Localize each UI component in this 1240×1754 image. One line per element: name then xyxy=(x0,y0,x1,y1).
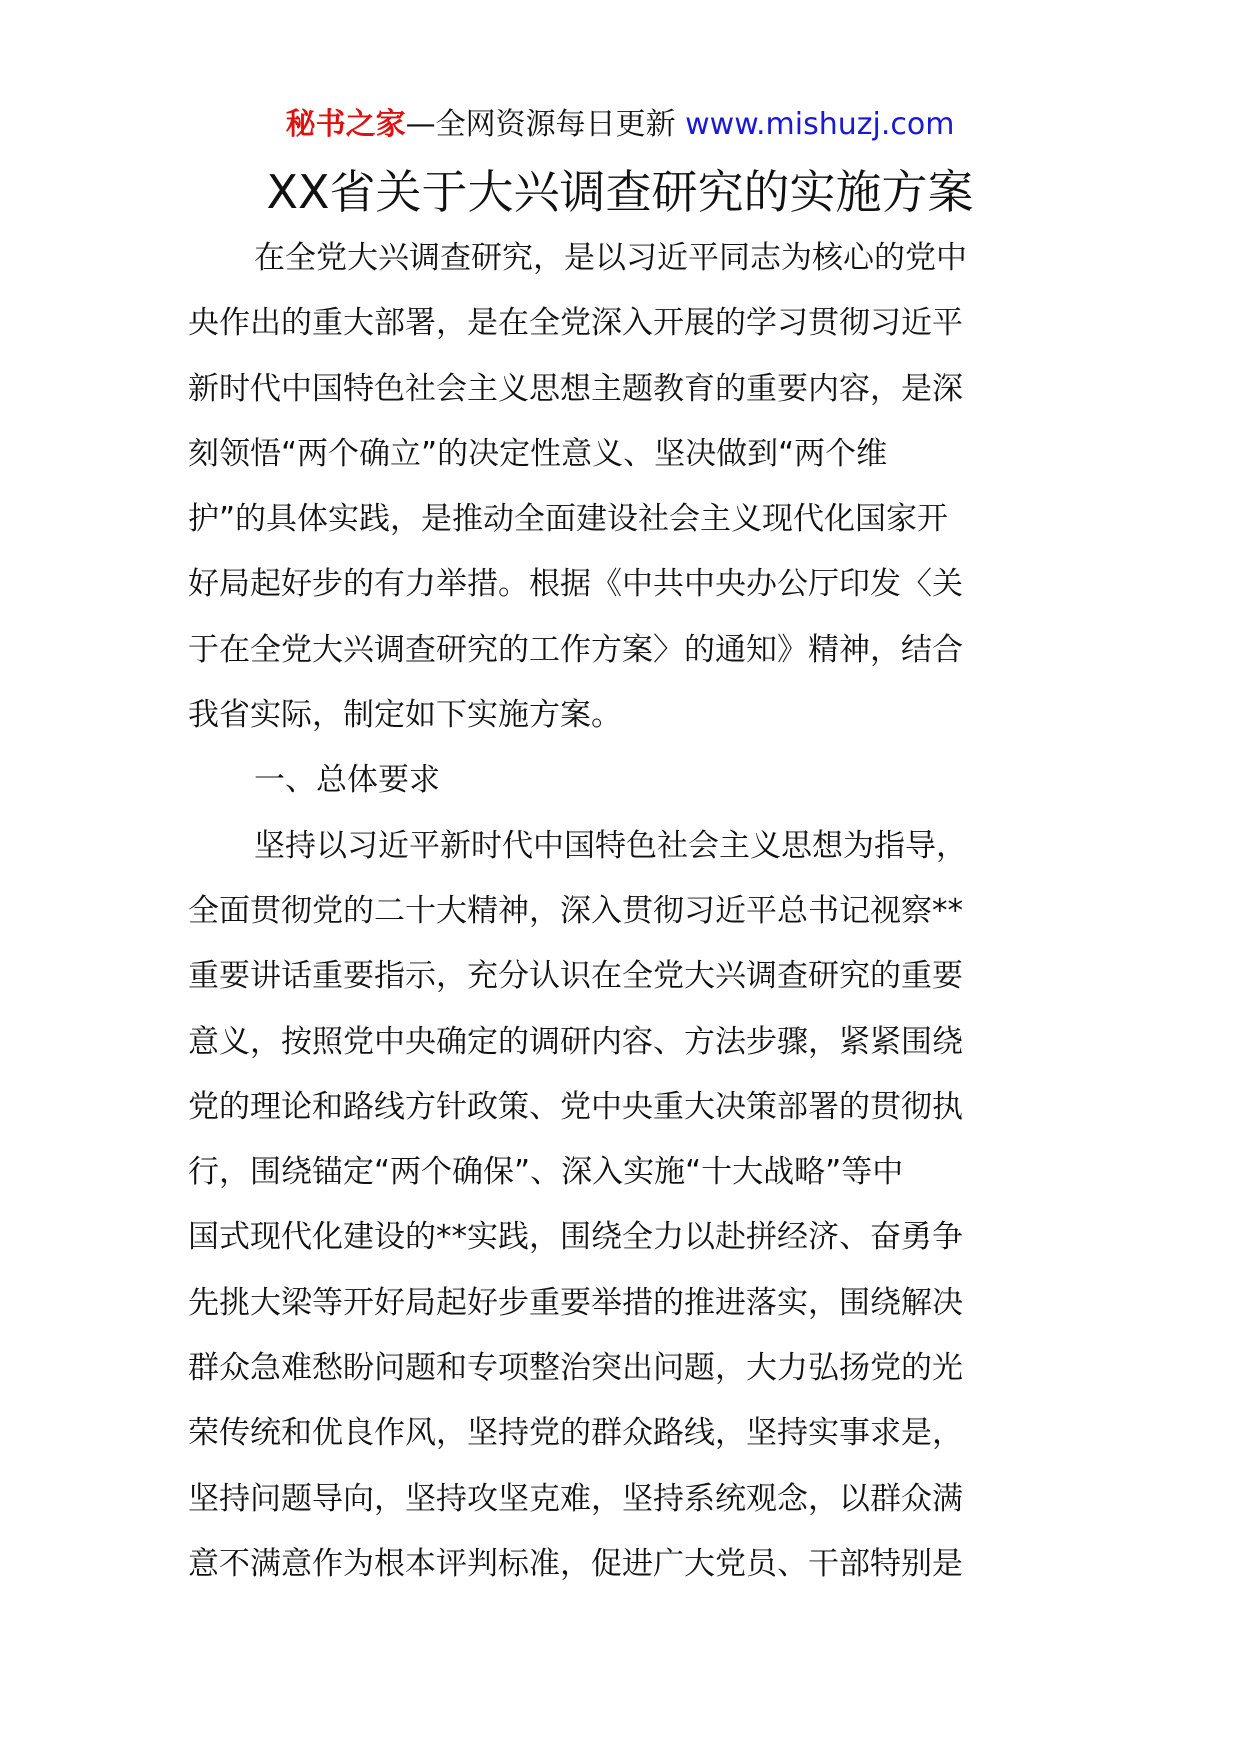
paragraph-line: 意不满意作为根本评判标准，促进广大党员、干部特别是 xyxy=(188,1545,963,1582)
paragraph-line: 荣传统和优良作风，坚持党的群众路线，坚持实事求是， xyxy=(188,1415,963,1452)
paragraph-line: 国式现代化建设的**实践，围绕全力以赴拼经济、奋勇争 xyxy=(188,1219,963,1256)
paragraph-line: 意义，按照党中央确定的调研内容、方法步骤，紧紧围绕 xyxy=(188,1023,963,1060)
site-header xyxy=(0,100,1240,150)
paragraph-line: 央作出的重大部署，是在全党深入开展的学习贯彻习近平 xyxy=(188,305,963,342)
paragraph-line: 在全党大兴调查研究，是以习近平同志为核心的党中 xyxy=(254,240,967,276)
paragraph-line: 好局起好步的有力举措。根据《中共中央办公厅印发〈关 xyxy=(188,566,963,603)
paragraph-line: 党的理论和路线方针政策、党中央重大决策部署的贯彻执 xyxy=(188,1088,963,1125)
paragraph-line: 于在全党大兴调查研究的工作方案〉的通知》精神，结合 xyxy=(188,631,963,668)
paragraph-line: 群众急难愁盼问题和专项整治突出问题，大力弘扬党的光 xyxy=(188,1350,963,1387)
brand-name: 秘书之家 xyxy=(285,107,406,142)
document-title: XX省关于大兴调查研究的实施方案 xyxy=(266,165,974,219)
paragraph-line: 刻领悟“两个确立”的决定性意义、坚决做到“两个维 xyxy=(188,435,888,472)
paragraph-line: 坚持以习近平新时代中国特色社会主义思想为指导， xyxy=(254,827,967,864)
paragraph-line: 坚持问题导向，坚持攻坚克难，坚持系统观念，以群众满 xyxy=(188,1480,963,1517)
section-heading: 一、总体要求 xyxy=(254,762,440,799)
paragraph-line: 先挑大梁等开好局起好步重要举措的推进落实，围绕解决 xyxy=(188,1284,963,1321)
paragraph-line: 我省实际，制定如下实施方案。 xyxy=(188,697,622,734)
document-body xyxy=(188,226,1028,1597)
paragraph-line: 行，围绕锚定“两个确保”、深入实施“十大战略”等中 xyxy=(188,1154,904,1191)
paragraph-line: 全面贯彻党的二十大精神，深入贯彻习近平总书记视察** xyxy=(188,892,963,929)
paragraph-line: 新时代中国特色社会主义思想主题教育的重要内容，是深 xyxy=(188,370,963,407)
paragraph-line: 护”的具体实践，是推动全面建设社会主义现代化国家开 xyxy=(188,501,949,538)
site-url-link[interactable]: www.mishuzj.com xyxy=(685,107,955,142)
paragraph-line: 重要讲话重要指示，充分认识在全党大兴调查研究的重要 xyxy=(188,958,963,995)
header-tagline: —全网资源每日更新 xyxy=(405,107,676,142)
